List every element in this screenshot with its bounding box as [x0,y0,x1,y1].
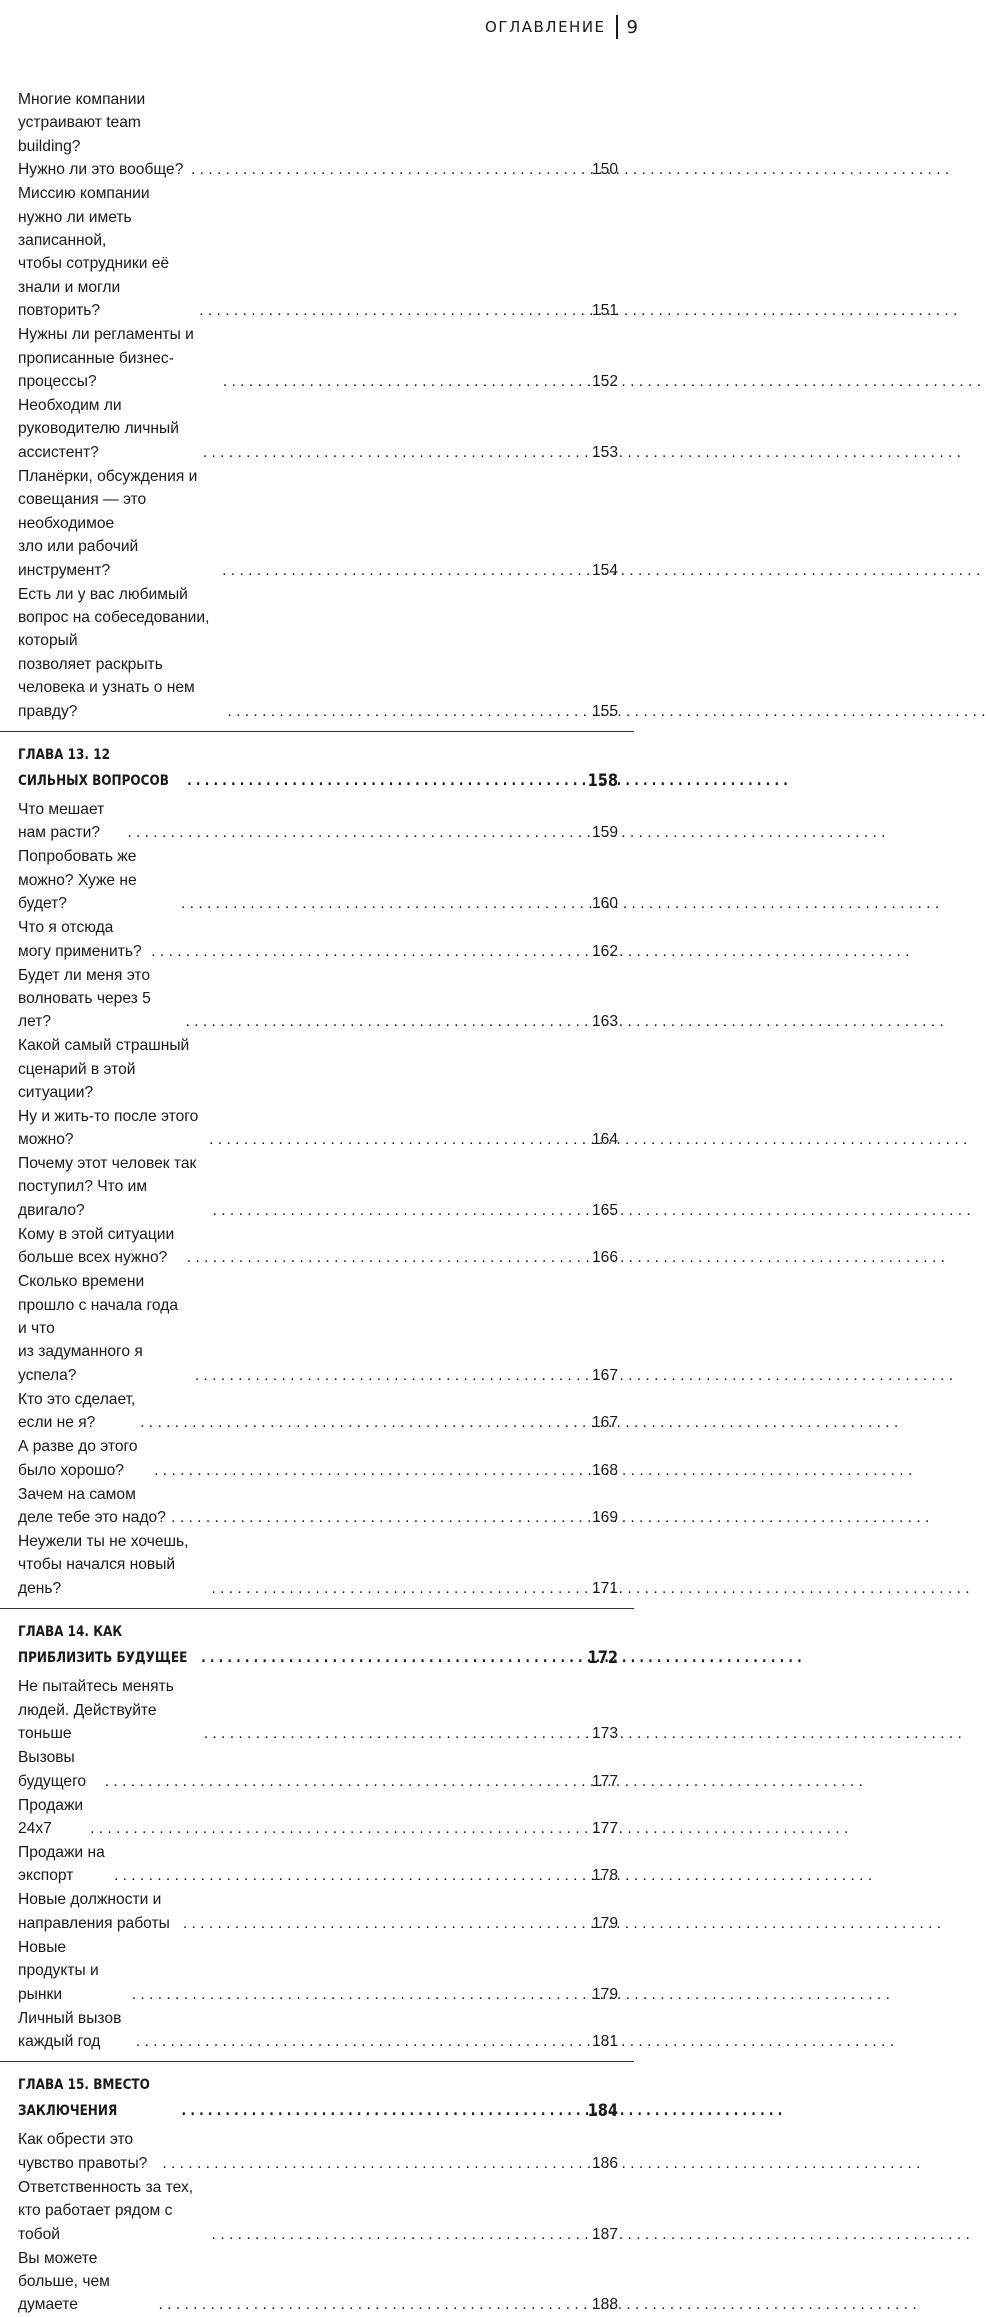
toc-entry[interactable] [18,2176,618,2246]
chapter-divider [0,1608,634,1609]
entry-page-number: 154 [591,561,618,579]
dot-leader [186,1010,590,1033]
toc-section [18,88,618,723]
dot-leader [183,1912,590,1935]
dot-leader [209,1128,590,1151]
dot-leader [127,821,590,844]
entry-title-line: Попробовать же можно? Хуже не будет? [18,848,137,913]
toc-section [18,1608,618,2053]
entry-title-line: Сколько времени прошло с начала года и что [18,1273,178,1338]
entry-title-line: Новые продукты и рынки [18,1938,99,2003]
toc-entry[interactable] [18,1152,618,1222]
entry-title [18,1530,207,1600]
toc-entry[interactable] [18,583,618,723]
entry-title [18,1435,150,1482]
entry-page-number: 179 [591,1985,618,2003]
chapter-page-number: 158 [587,770,619,791]
toc-entry[interactable] [18,964,618,1034]
chapter-heading[interactable] [18,2072,618,2124]
entry-page-number: 150 [591,161,618,179]
toc-entry[interactable] [18,323,618,393]
entry-title [18,845,177,915]
toc-entry[interactable] [18,916,618,963]
entry-title-line: Как обрести это чувство правоты? [18,2131,148,2172]
entry-title [18,323,219,393]
entry-title [18,583,223,723]
entry-title [18,1841,110,1888]
chapter-heading[interactable] [18,1619,618,1671]
running-head-title: ОГЛАВЛЕНИЕ [485,18,606,36]
entry-title-line: Что я отсюда могу применить? [18,919,142,960]
dot-leader [187,1246,590,1269]
toc-entry[interactable] [18,2247,618,2317]
entry-title-line: Ну и жить-то после этого можно? [18,1107,199,1148]
toc-sections [18,88,618,2317]
entry-title [18,88,187,182]
toc-entry[interactable] [18,1746,618,1793]
dot-leader [90,1817,590,1840]
entry-title-line: позволяет раскрыть человека и узнать о нем правду? [18,655,195,720]
entry-title [18,1888,179,1935]
entry-title [18,916,147,963]
chapter-divider [0,2061,634,2062]
entry-title-line: Планёрки, обсуждения и совещания — это необходимое [18,467,198,532]
dot-leader [181,892,590,915]
toc-entry[interactable] [18,1888,618,1935]
chapter-title: ГЛАВА 13. 12 СИЛЬНЫХ ВОПРОСОВ [18,746,169,789]
dot-leader [136,2030,590,2053]
entry-title-line: Миссию компании нужно ли иметь записанной, [18,185,150,250]
toc-entry[interactable] [18,845,618,915]
entry-title [18,1675,200,1745]
entry-title-line: из задуманного я успела? [18,1343,143,1384]
toc-entry[interactable] [18,1530,618,1600]
toc-entry[interactable] [18,1483,618,1530]
entry-page-number: 152 [591,373,618,391]
entry-title-line: Есть ли у вас любимый вопрос на собеседовании, который [18,585,210,650]
entry-page-number: 177 [591,1819,618,1837]
entry-page-number: 179 [591,1914,618,1932]
dot-leader [204,1722,590,1745]
toc-entry[interactable] [18,88,618,182]
entry-page-number: 177 [591,1772,618,1790]
dot-leader [199,299,590,322]
entry-title [18,798,123,845]
entry-page-number: 163 [591,1013,618,1031]
dot-leader [222,559,590,582]
entry-title-line: Неужели ты не хочешь, чтобы начался новый день? [18,1533,189,1597]
entry-page-number: 166 [591,1249,618,1267]
toc-entry[interactable] [18,2007,618,2054]
entry-page-number: 168 [591,1461,618,1479]
dot-leader [191,158,590,181]
toc-entry[interactable] [18,465,618,582]
entry-title-line: Кто это сделает, если не я? [18,1390,136,1432]
entry-page-number: 169 [591,1509,618,1527]
entry-title [18,1034,205,1151]
entry-title [18,2176,208,2246]
dot-leader [151,940,590,963]
toc-entry[interactable] [18,1435,618,1482]
entry-title [18,394,199,464]
entry-title-line: чтобы сотрудники её знали и могли повторить? [18,255,170,320]
dot-leader [203,441,590,464]
toc-entry[interactable] [18,798,618,845]
dot-leader [212,2223,590,2246]
dot-leader [227,700,590,723]
dot-leader [223,370,590,393]
toc-section [18,2061,618,2316]
entry-title [18,465,218,582]
dot-leader [201,1645,586,1671]
dot-leader [187,768,586,794]
entry-page-number: 151 [591,302,618,320]
chapter-page-number: 172 [587,1648,619,1669]
entry-title [18,2007,132,2054]
dot-leader [171,1506,590,1529]
entry-title-line: Нужно ли это вообще? [18,161,184,179]
entry-title [18,1152,209,1222]
entry-title [18,2128,158,2175]
toc-entry[interactable] [18,1841,618,1888]
toc-section [18,731,618,1600]
dot-leader [154,1459,590,1482]
entry-title [18,1483,167,1530]
entry-title [18,182,195,322]
dot-leader [132,1983,590,2006]
entry-title [18,1388,136,1435]
entry-title-line: Почему этот человек так поступил? Что им двигало? [18,1155,197,1219]
toc-entry[interactable] [18,394,618,464]
entry-page-number: 181 [591,2032,618,2050]
entry-title-line: Что мешает нам расти? [18,800,105,842]
entry-title-line: Какой самый страшный сценарий в этой ситуации? [18,1037,190,1102]
dot-leader [162,2152,590,2175]
entry-page-number: 153 [591,443,618,461]
entry-title-line: Новые должности и направления работы [18,1891,170,1932]
entry-title [18,1936,128,2006]
table-of-contents [18,88,618,2317]
toc-entry[interactable] [18,1675,618,1745]
entry-page-number: 186 [591,2154,618,2172]
dot-leader [105,1770,590,1793]
dot-leader [158,2293,589,2316]
toc-entry[interactable] [18,1223,618,1270]
dot-leader [114,1864,590,1887]
entry-title-line: зло или рабочий инструмент? [18,538,139,579]
entry-page-number: 167 [591,1366,618,1384]
entry-page-number: 162 [591,942,618,960]
toc-entry[interactable] [18,1388,618,1435]
entry-title [18,2247,154,2317]
entry-title-line: А разве до этого было хорошо? [18,1438,138,1479]
dot-leader [195,1364,590,1387]
toc-entry[interactable] [18,1794,618,1841]
toc-entry[interactable] [18,1270,618,1387]
entry-title-line: Нужны ли регламенты и прописанные бизнес-процессы? [18,326,194,391]
toc-entry[interactable] [18,1034,618,1151]
toc-entry[interactable] [18,182,618,322]
entry-title-line: Не пытайтесь менять людей. Действуйте тоньше [18,1678,174,1743]
entry-title [18,1794,86,1841]
entry-page-number: 155 [591,702,618,720]
entry-title [18,1223,183,1270]
entry-page-number: 159 [591,824,618,842]
entry-page-number: 165 [591,1201,618,1219]
entry-page-number: 178 [591,1867,618,1885]
running-head [485,14,638,40]
entry-title-line: Будет ли меня это волновать через 5 лет? [18,966,151,1031]
dot-leader [182,2098,586,2124]
entry-title-line: Вы можете больше, чем думаете [18,2249,110,2314]
entry-title-line: Многие компании устраивают team building? [18,91,146,155]
page-number: 9 [626,16,638,38]
entry-page-number: 164 [591,1131,618,1148]
entry-title-line: Продажи на экспорт [18,1843,105,1885]
entry-title [18,964,182,1034]
entry-title [18,1270,191,1387]
entry-title-line: Кому в этой ситуации больше всех нужно? [18,1225,175,1267]
entry-title-line: Необходим ли руководителю личный ассистент? [18,397,179,461]
entry-page-number: 188 [591,2296,618,2314]
entry-page-number: 167 [591,1414,618,1432]
entry-title-line: Зачем на самом деле тебе это надо? [18,1485,166,1527]
dot-leader [213,1199,590,1222]
chapter-page-number: 184 [587,2101,619,2122]
entry-page-number: 173 [591,1725,618,1743]
dot-leader [140,1411,590,1434]
chapter-title: ГЛАВА 15. ВМЕСТО ЗАКЛЮЧЕНИЯ [18,2077,150,2120]
toc-entry[interactable] [18,1936,618,2006]
chapter-heading[interactable] [18,742,618,794]
entry-title-line: Вызовы будущего [18,1749,87,1790]
entry-title-line: Продажи 24x7 [18,1796,84,1837]
toc-entry[interactable] [18,2128,618,2175]
dot-leader [211,1577,590,1600]
chapter-title: ГЛАВА 14. КАК ПРИБЛИЗИТЬ БУДУЩЕЕ [18,1624,188,1667]
chapter-divider [0,731,634,732]
entry-page-number: 160 [591,895,618,913]
entry-title-line: Личный вызов каждый год [18,2009,122,2050]
entry-page-number: 187 [591,2225,618,2243]
entry-title [18,1746,101,1793]
entry-title-line: Ответственность за тех, кто работает рядом с тобой [18,2178,194,2243]
entry-page-number: 171 [591,1579,618,1597]
